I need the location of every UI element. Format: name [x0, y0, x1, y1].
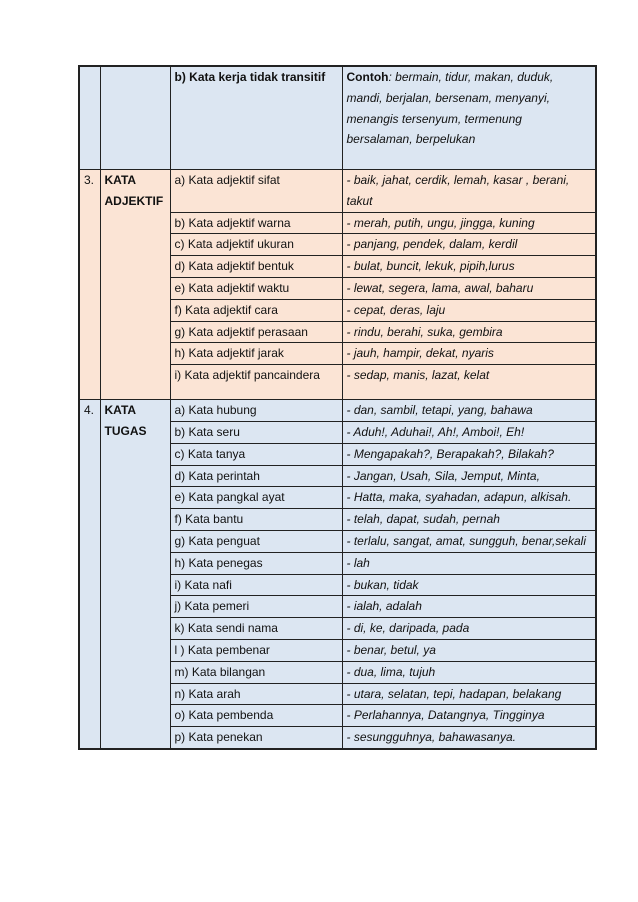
example-prefix: Contoh [346, 70, 389, 84]
adjective-section [79, 170, 596, 400]
word-type-label: f) Kata bantu [170, 509, 342, 531]
word-type-label: g) Kata penguat [170, 530, 342, 552]
word-example: - benar, betul, ya [342, 639, 596, 661]
word-example: - di, ke, daripada, pada [342, 618, 596, 640]
section-number: 4. [79, 400, 100, 749]
word-type-label: i) Kata nafi [170, 574, 342, 596]
word-type-label: e) Kata pangkal ayat [170, 487, 342, 509]
word-class-table [78, 65, 597, 750]
word-example: - bukan, tidak [342, 574, 596, 596]
category-line-2: TUGAS [104, 423, 147, 438]
verb-row [79, 66, 596, 170]
word-type-label: n) Kata arah [170, 683, 342, 705]
word-example: - Mengapakah?, Berapakah?, Bilakah? [342, 443, 596, 465]
word-type-label: i) Kata adjektif pancaindera [170, 365, 342, 400]
example-text: : bermain, tidur, makan, duduk, mandi, berjalan, bersenam, menyanyi, menangis tersenyum, termenung bersalaman, berpelukan [346, 70, 554, 147]
word-type-label: a) Kata adjektif sifat [170, 170, 342, 213]
word-example: - dua, lima, tujuh [342, 661, 596, 683]
word-example: - ialah, adalah [342, 596, 596, 618]
word-example: - panjang, pendek, dalam, kerdil [342, 234, 596, 256]
empty-category-cell [100, 66, 170, 170]
word-example: - sedap, manis, lazat, kelat [342, 365, 596, 400]
word-example: - Perlahannya, Datangnya, Tingginya [342, 705, 596, 727]
function-word-section [79, 400, 596, 749]
word-example: - jauh, hampir, dekat, nyaris [342, 343, 596, 365]
word-example: - lewat, segera, lama, awal, baharu [342, 277, 596, 299]
word-example: - dan, sambil, tetapi, yang, bahawa [342, 400, 596, 422]
word-example: - telah, dapat, sudah, pernah [342, 509, 596, 531]
word-example: - merah, putih, ungu, jingga, kuning [342, 212, 596, 234]
word-type-label: l ) Kata pembenar [170, 639, 342, 661]
word-example: - utara, selatan, tepi, hadapan, belakang [342, 683, 596, 705]
word-example: - terlalu, sangat, amat, sungguh, benar,sekali [342, 530, 596, 552]
word-type-label: o) Kata pembenda [170, 705, 342, 727]
table-row [79, 170, 596, 213]
word-example: - lah [342, 552, 596, 574]
section-category [100, 400, 170, 749]
word-type-label: p) Kata penekan [170, 727, 342, 749]
word-type-label: j) Kata pemeri [170, 596, 342, 618]
category-line-1: KATA [104, 173, 137, 187]
word-type-label: b) Kata seru [170, 421, 342, 443]
category-line-2: ADJEKTIF [104, 193, 164, 208]
word-type-label: f) Kata adjektif cara [170, 299, 342, 321]
word-type-label: d) Kata adjektif bentuk [170, 256, 342, 278]
word-type-label: a) Kata hubung [170, 400, 342, 422]
word-example: - rindu, berahi, suka, gembira [342, 321, 596, 343]
section-number: 3. [79, 170, 100, 400]
word-example: - bulat, buncit, lekuk, pipih,lurus [342, 256, 596, 278]
word-example: - cepat, deras, laju [342, 299, 596, 321]
word-type-label: h) Kata penegas [170, 552, 342, 574]
word-type-label: c) Kata tanya [170, 443, 342, 465]
verb-example [342, 66, 596, 170]
word-type-label: d) Kata perintah [170, 465, 342, 487]
word-type-label: k) Kata sendi nama [170, 618, 342, 640]
word-type-label: g) Kata adjektif perasaan [170, 321, 342, 343]
word-type-label: m) Kata bilangan [170, 661, 342, 683]
verb-label: b) Kata kerja tidak transitif [170, 66, 342, 170]
word-example: - baik, jahat, cerdik, lemah, kasar , berani, takut [342, 170, 596, 213]
section-category [100, 170, 170, 400]
word-type-label: c) Kata adjektif ukuran [170, 234, 342, 256]
table-row [79, 400, 596, 422]
word-example: - Jangan, Usah, Sila, Jemput, Minta, [342, 465, 596, 487]
word-example: - Aduh!, Aduhai!, Ah!, Amboi!, Eh! [342, 421, 596, 443]
word-example: - Hatta, maka, syahadan, adapun, alkisah. [342, 487, 596, 509]
word-type-label: h) Kata adjektif jarak [170, 343, 342, 365]
word-type-label: b) Kata adjektif warna [170, 212, 342, 234]
word-type-label: e) Kata adjektif waktu [170, 277, 342, 299]
word-example: - sesungguhnya, bahawasanya. [342, 727, 596, 749]
empty-number-cell [79, 66, 100, 170]
category-line-1: KATA [104, 403, 137, 418]
